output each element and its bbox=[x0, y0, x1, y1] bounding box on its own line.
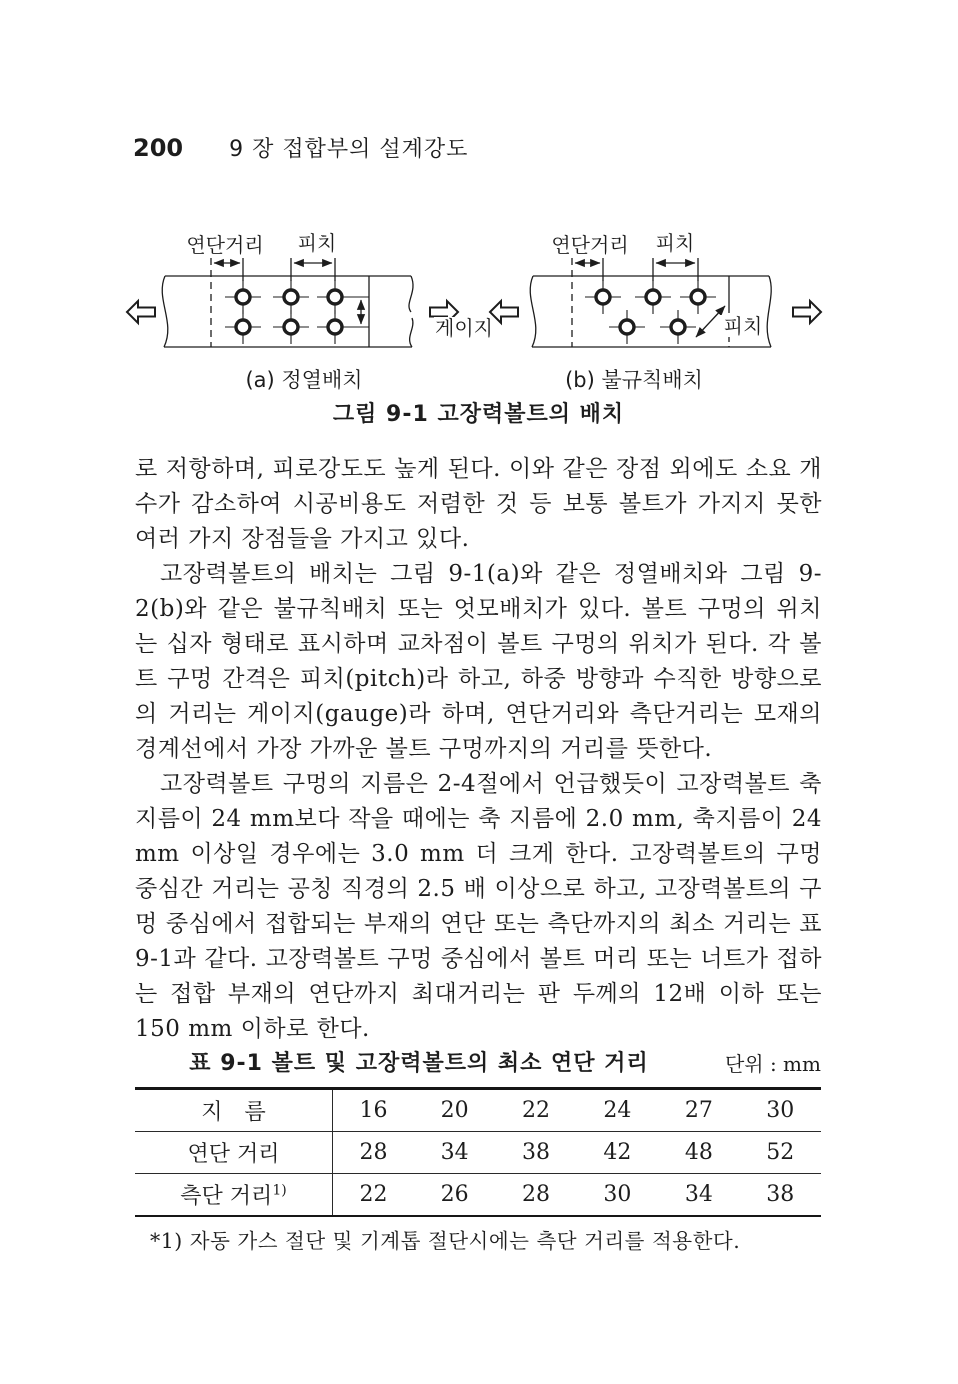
cell-side-distance: 30 bbox=[577, 1174, 658, 1217]
diagram-a-caption: (a) 정열배치 bbox=[245, 368, 363, 392]
diagram-b-caption: (b) 불규칙배치 bbox=[565, 368, 703, 392]
table-row-diameter bbox=[135, 1089, 821, 1132]
left-load-arrow-a bbox=[127, 301, 155, 323]
cell-side-distance: 38 bbox=[740, 1174, 821, 1217]
bolt-diagram-svg bbox=[110, 225, 880, 397]
diagram-b bbox=[490, 258, 821, 347]
row-label-diameter: 지 름 bbox=[135, 1089, 333, 1132]
extension-lines-b bbox=[603, 258, 698, 281]
cell-edge-distance: 34 bbox=[414, 1132, 495, 1174]
paragraph-2: 고장력볼트의 배치는 그림 9-1(a)와 같은 정열배치와 그림 9-2(b)와 같은 불규칙배치 또는 엇모배치가 있다. 볼트 구멍의 위치는 십자 형태로 표시하며 교차점이 볼트 구멍의 위치가 된다. 각 볼트 구멍 간격은 피치(pitch)라 하고, 하중 방향과 수직한 방향으로의 거리는 게이지(gauge)라 하며, 연단거리와 측단거리는 모재의 경계선에서 가장 가까운 볼트 구멍까지의 거리를 뜻한다. bbox=[135, 561, 822, 762]
page-number: 200 bbox=[133, 134, 184, 162]
cell-diameter: 16 bbox=[359, 1098, 388, 1123]
gauge-label-a: 게이지 bbox=[435, 316, 493, 340]
cell-edge-distance: 42 bbox=[577, 1132, 658, 1174]
pitch-label-b-top: 피치 bbox=[655, 231, 695, 255]
edge-distance-label-b: 연단거리 bbox=[551, 233, 629, 257]
table-title: 표 9-1 볼트 및 고장력볼트의 최소 연단 거리 bbox=[189, 1051, 649, 1076]
cell-side-distance: 26 bbox=[414, 1174, 495, 1217]
chapter-title: 9 장 접합부의 설계강도 bbox=[229, 137, 469, 162]
row-label-edge-distance: 연단 거리 bbox=[135, 1132, 333, 1174]
table-footnote: *1) 자동 가스 절단 및 기계톱 절단시에는 측단 거리를 적용한다. bbox=[150, 1229, 741, 1253]
cell-side-distance: 34 bbox=[658, 1174, 739, 1217]
table-unit-label: 단위 : mm bbox=[724, 1052, 821, 1076]
pitch-label-a: 피치 bbox=[297, 231, 337, 255]
diagram-a bbox=[127, 258, 458, 347]
side-distance-label-text: 측단 거리 bbox=[180, 1184, 273, 1209]
figure-caption: 그림 9-1 고장력볼트의 배치 bbox=[332, 402, 625, 427]
cell-diameter: 22 bbox=[522, 1098, 551, 1123]
right-load-arrow-b bbox=[793, 301, 821, 323]
extension-lines-a bbox=[243, 258, 335, 281]
edge-distance-label-a: 연단거리 bbox=[186, 233, 264, 257]
table-row-side-distance bbox=[135, 1174, 821, 1217]
cell-edge-distance: 28 bbox=[333, 1132, 414, 1174]
paragraph-1: 로 저항하며, 피로강도도 높게 된다. 이와 같은 장점 외에도 소요 개수가 감소하여 시공비용도 저렴한 것 등 보통 볼트가 가지지 못한 여러 가지 장점들을 가지고 있다. bbox=[135, 456, 822, 552]
cell-diameter: 30 bbox=[766, 1098, 795, 1123]
cell-side-distance: 28 bbox=[495, 1174, 576, 1217]
cell-edge-distance: 48 bbox=[658, 1132, 739, 1174]
page-header bbox=[133, 132, 468, 163]
body-text bbox=[135, 452, 822, 1047]
row-label-side-distance bbox=[135, 1174, 333, 1217]
cell-diameter: 27 bbox=[684, 1098, 713, 1123]
paragraph-3: 고장력볼트 구멍의 지름은 2-4절에서 언급했듯이 고장력볼트 축지름이 24 mm보다 작을 때에는 축 지름에 2.0 mm, 축지름이 24 mm 이상일 경우에는 3.0 mm 더 크게 한다. 고장력볼트의 구멍 중심간 거리는 공칭 직경의 2.5 배 이상으로 하고, 고장력볼트의 구멍 중심에서 접합되는 부재의 연단 또는 측단까지의 최소 거리는 표 9-1과 같다. 고장력볼트 구멍 중심에서 볼트 머리 또는 너트가 접하는 접합 부재의 연단까지 최대거리는 판 두께의 12배 이하 또는 150 mm 이하로 한다. bbox=[135, 771, 822, 1042]
side-distance-footnote-mark: 1) bbox=[272, 1182, 287, 1199]
figure-bolt-arrangement bbox=[110, 225, 880, 397]
cell-diameter: 24 bbox=[603, 1098, 632, 1123]
cell-edge-distance: 38 bbox=[495, 1132, 576, 1174]
table-row-edge-distance bbox=[135, 1132, 821, 1174]
cell-diameter: 20 bbox=[440, 1098, 469, 1123]
table-title-row bbox=[135, 1046, 821, 1074]
cell-edge-distance: 52 bbox=[740, 1132, 821, 1174]
min-edge-distance-table bbox=[135, 1087, 821, 1217]
left-load-arrow-b bbox=[490, 301, 518, 323]
pitch-label-b-diagonal: 피치 bbox=[723, 314, 763, 338]
plate-a bbox=[162, 276, 413, 347]
cell-side-distance: 22 bbox=[333, 1174, 414, 1217]
